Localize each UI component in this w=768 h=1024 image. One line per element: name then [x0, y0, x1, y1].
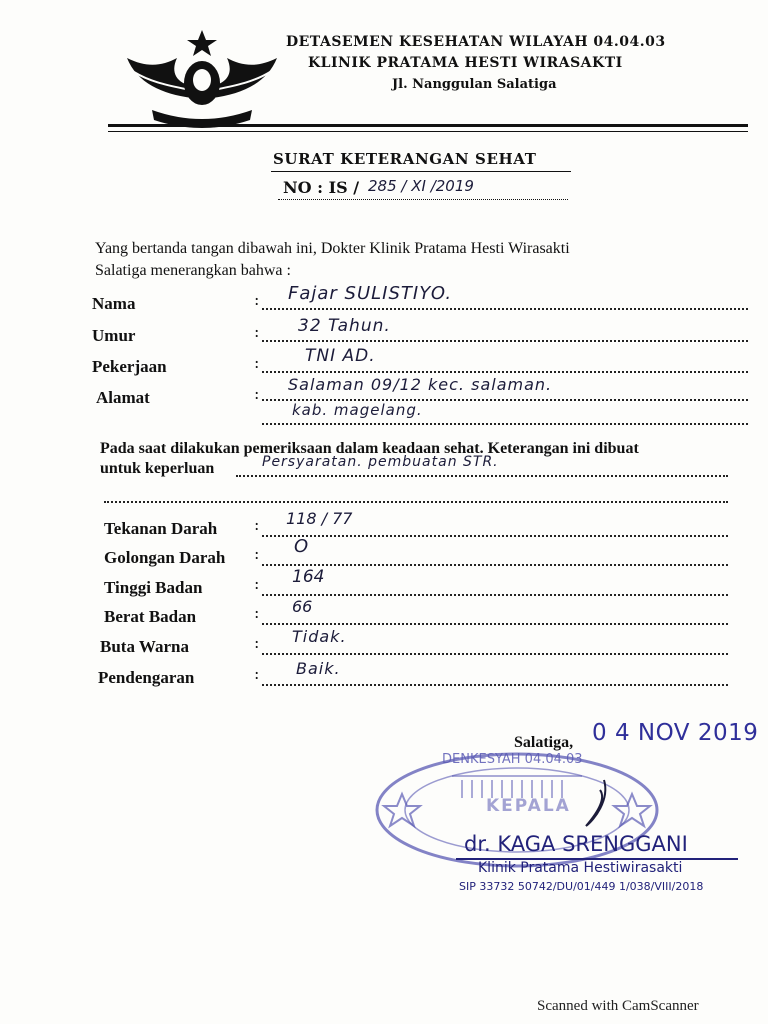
field-colon: : — [254, 353, 260, 372]
field-dots-nama — [262, 308, 748, 310]
exam-label-pendengaran: Pendengaran — [98, 668, 195, 687]
exam-dots — [262, 594, 728, 596]
exam-dots — [262, 623, 728, 625]
stamp-mid-text: KEPALA — [486, 796, 571, 816]
exam-colon: : — [254, 544, 260, 563]
stamp-top-text: DENKESYAH 04.04.03 — [442, 752, 583, 767]
purpose-value: Persyaratan. pembuatan STR. — [262, 454, 499, 470]
exam-value-tekanan-darah: 118 / 77 — [286, 509, 353, 528]
field-dots-pekerjaan — [262, 371, 748, 373]
clinic-logo — [122, 28, 282, 128]
field-dots-umur — [262, 340, 748, 342]
exam-colon: : — [254, 664, 260, 683]
field-label-alamat: Alamat — [96, 388, 150, 407]
exam-dots — [262, 684, 728, 686]
exam-label-buta-warna: Buta Warna — [100, 637, 189, 656]
field-value-pekerjaan: TNI AD. — [305, 346, 376, 366]
field-dots-alamat-line2 — [262, 423, 748, 425]
field-colon: : — [254, 384, 260, 403]
exam-value-pendengaran: Baik. — [296, 659, 341, 678]
field-value-alamat-line2: kab. magelang. — [292, 401, 423, 419]
intro-line2: Salatiga menerangkan bahwa : — [95, 262, 291, 279]
signatory-clinic: Klinik Pratama Hestiwirasakti — [478, 860, 683, 876]
header-line2: KLINIK PRATAMA HESTI WIRASAKTI — [308, 55, 623, 71]
purpose-dots-1 — [236, 475, 728, 477]
field-label-pekerjaan: Pekerjaan — [92, 357, 167, 376]
signatory-sip: SIP 33732 50742/DU/01/449 1/038/VIII/2018 — [459, 880, 704, 893]
scanner-watermark: Scanned with CamScanner — [537, 998, 699, 1014]
header-rule-thin — [108, 131, 748, 132]
number-prefix: NO : IS / — [283, 178, 360, 197]
field-label-umur: Umur — [92, 326, 136, 345]
exam-dots — [262, 564, 728, 566]
field-label-nama: Nama — [92, 294, 136, 313]
header-line1: DETASEMEN KESEHATAN WILAYAH 04.04.03 — [286, 34, 666, 50]
exam-colon: : — [254, 603, 260, 622]
field-value-alamat: Salaman 09/12 kec. salaman. — [288, 375, 553, 394]
number-handwritten: 285 / XI /2019 — [368, 177, 474, 195]
exam-colon: : — [254, 515, 260, 534]
document-title: SURAT KETERANGAN SEHAT — [273, 150, 537, 168]
exam-value-berat-badan: 66 — [292, 597, 313, 616]
exam-label-berat-badan: Berat Badan — [104, 607, 197, 626]
exam-label-golongan-darah: Golongan Darah — [104, 548, 226, 567]
field-value-nama: Fajar SULISTIYO. — [288, 283, 453, 304]
number-underline — [278, 199, 568, 200]
intro-line1: Yang bertanda tangan dibawah ini, Dokter Klinik Pratama Hesti Wirasakti — [95, 240, 570, 257]
logo-text: HESTI WIRASAKTI — [177, 108, 231, 115]
exam-colon: : — [254, 633, 260, 652]
exam-dots — [262, 653, 728, 655]
exam-value-tinggi-badan: 164 — [292, 567, 325, 587]
exam-dots — [262, 535, 728, 537]
exam-colon: : — [254, 574, 260, 593]
exam-value-golongan-darah: O — [294, 536, 309, 557]
purpose-line2-prefix: untuk keperluan — [100, 460, 215, 477]
purpose-line1: Pada saat dilakukan pemeriksaan dalam keadaan sehat. Keterangan ini dibuat — [100, 440, 639, 457]
exam-label-tinggi-badan: Tinggi Badan — [104, 578, 203, 597]
exam-label-tekanan-darah: Tekanan Darah — [104, 519, 218, 538]
exam-value-buta-warna: Tidak. — [292, 627, 347, 646]
title-underline — [271, 171, 571, 172]
field-colon: : — [254, 322, 260, 341]
signatory-name: dr. KAGA SRENGGANI — [464, 832, 688, 856]
field-colon: : — [254, 290, 260, 309]
purpose-dots-2 — [104, 501, 728, 503]
signature-place: Salatiga, — [514, 734, 574, 751]
field-value-umur: 32 Tahun. — [298, 316, 391, 336]
header-line3: Jl. Nanggulan Salatiga — [392, 77, 557, 92]
header-rule-thick — [108, 124, 748, 127]
date-stamp: 0 4 NOV 2019 — [592, 720, 759, 746]
